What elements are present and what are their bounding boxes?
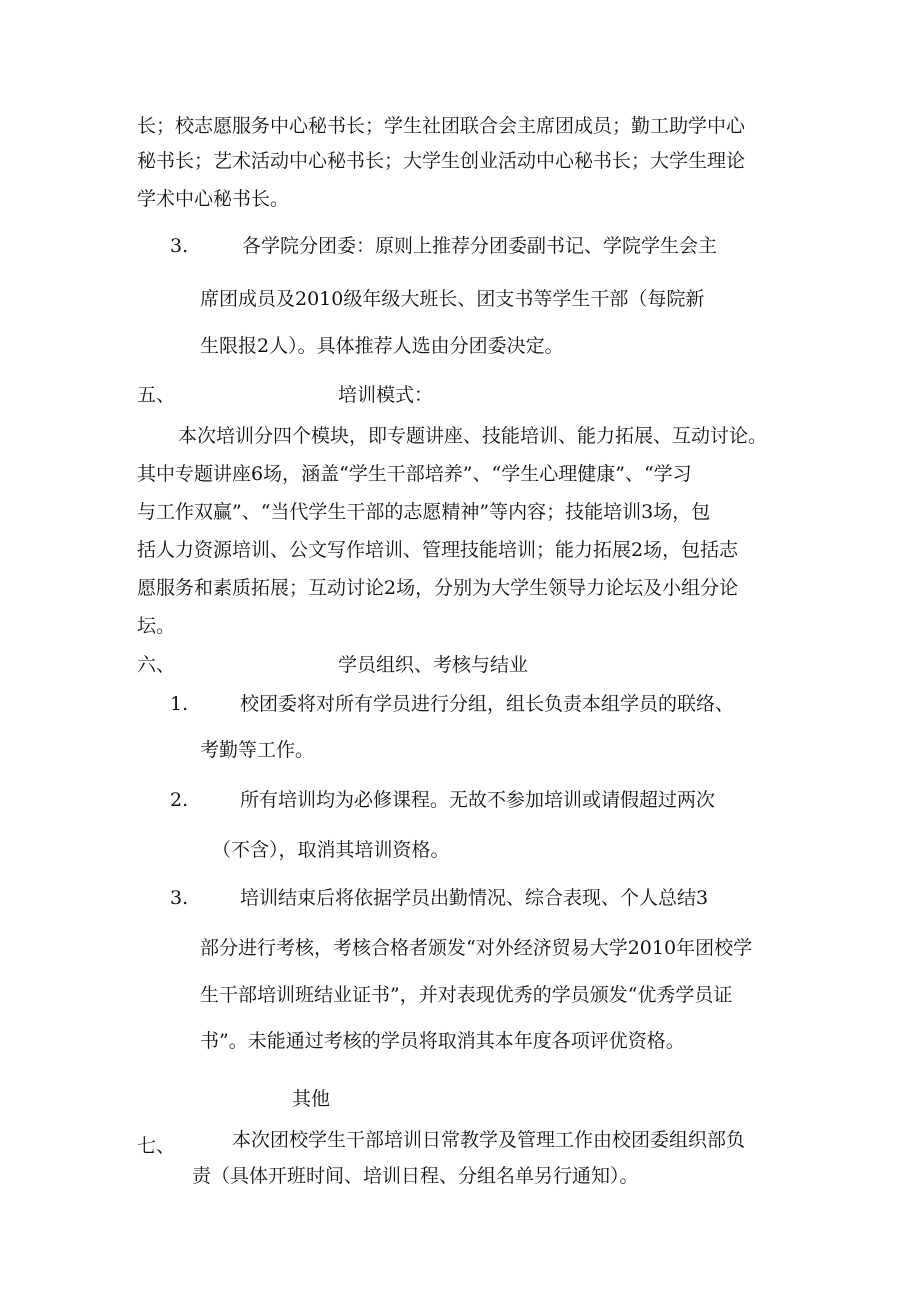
- item-number: 1.: [170, 693, 189, 715]
- intro-line-1: 长；校志愿服务中心秘书长；学生社团联合会主席团成员；勤工助学中心: [137, 115, 746, 137]
- paragraph-line: 括人力资源培训、公文写作培训、管理技能培训；能力拓展2场，包括志: [137, 539, 739, 561]
- item-line: 各学院分团委：原则上推荐分团委副书记、学院学生会主: [242, 235, 718, 257]
- paragraph-line: 坛。: [137, 615, 176, 637]
- item-number: 2.: [170, 789, 189, 811]
- item-line: 校团委将对所有学员进行分组，组长负责本组学员的联络、: [240, 693, 735, 715]
- section-number: 七、: [137, 1135, 176, 1157]
- item-line: 培训结束后将依据学员出勤情况、综合表现、个人总结3: [240, 887, 709, 909]
- paragraph-line: 与工作双赢”、“当代学生干部的志愿精神”等内容；技能培训3场，包: [137, 501, 711, 523]
- section-number: 五、: [137, 384, 176, 406]
- item-line: 书”。未能通过考核的学员将取消其本年度各项评优资格。: [200, 1030, 685, 1052]
- item-line: 生干部培训班结业证书”，并对表现优秀的学员颁发“优秀学员证: [200, 984, 733, 1006]
- paragraph-line: 本次培训分四个模块，即专题讲座、技能培训、能力拓展、互动讨论。: [178, 425, 768, 447]
- paragraph-line: 其中专题讲座6场，涵盖“学生干部培养”、“学生心理健康”、“学习: [137, 463, 692, 485]
- section-heading: 学员组织、考核与结业: [338, 654, 529, 676]
- item-line: 席团成员及2010级年级大班长、团支书等学生干部（每院新: [200, 288, 705, 310]
- paragraph-line: 责（具体开班时间、培训日程、分组名单另行通知）。: [192, 1165, 639, 1187]
- item-line: 所有培训均为必修课程。无故不参加培训或请假超过两次: [240, 789, 716, 811]
- section-heading: 培训模式：: [338, 384, 434, 406]
- item-line: （不含），取消其培训资格。: [212, 839, 450, 861]
- item-number: 3.: [170, 887, 189, 909]
- item-line: 考勤等工作。: [200, 739, 315, 761]
- item-line: 部分进行考核，考核合格者颁发“对外经济贸易大学2010年团校学: [200, 937, 753, 959]
- paragraph-line: 本次团校学生干部培训日常教学及管理工作由校团委组织部负: [232, 1129, 746, 1151]
- item-number: 3.: [170, 235, 189, 257]
- paragraph-line: 愿服务和素质拓展；互动讨论2场，分别为大学生领导力论坛及小组分论: [137, 577, 739, 599]
- section-heading: 其他: [292, 1088, 331, 1110]
- section-number: 六、: [137, 654, 176, 676]
- intro-line-3: 学术中心秘书长。: [137, 188, 290, 210]
- item-line: 生限报2人）。具体推荐人选由分团委决定。: [200, 335, 564, 357]
- intro-line-2: 秘书长；艺术活动中心秘书长；大学生创业活动中心秘书长；大学生理论: [137, 150, 746, 172]
